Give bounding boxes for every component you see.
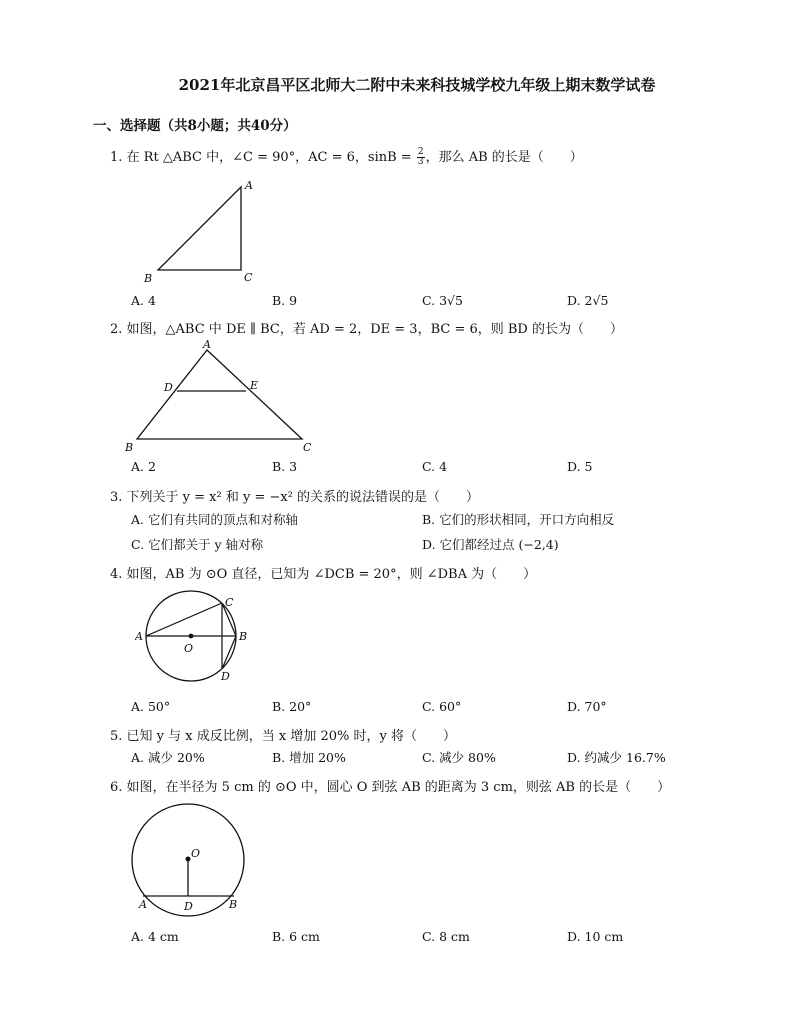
fraction-numerator: 2 — [417, 147, 424, 157]
option-b: B. 3 — [272, 459, 298, 474]
point-label-o: O — [191, 847, 201, 860]
fraction — [417, 148, 425, 167]
point-label-b: B — [239, 630, 248, 643]
option-a: A. 4 cm — [131, 929, 179, 944]
vertex-label-b: B — [144, 272, 153, 285]
question-text: 下列关于 y = x² 和 y = −x² 的关系的说法错误的是（ ） — [126, 490, 480, 505]
circle-chord-figure — [125, 800, 260, 920]
option-a: A. 4 — [131, 293, 156, 308]
center-point — [186, 857, 191, 862]
point-label-c: C — [225, 596, 234, 609]
option-b: B. 20° — [272, 699, 312, 714]
point-label-b: B — [229, 898, 238, 911]
triangle-symbol: △ — [162, 150, 173, 165]
question-5 — [110, 725, 456, 744]
question-text-part: 在 Rt — [126, 150, 159, 165]
question-6 — [110, 776, 670, 795]
question-1 — [110, 146, 583, 167]
question-number: 6. — [110, 780, 123, 795]
option-d: D. 2√5 — [567, 293, 609, 308]
vertex-label-e: E — [250, 379, 259, 392]
center-point — [189, 634, 194, 639]
option-d: D. 约减少 16.7% — [567, 750, 666, 765]
vertex-label-c: C — [303, 441, 312, 454]
question-text-part: ，那么 AB 的长是（ ） — [425, 150, 583, 165]
question-3 — [110, 486, 479, 505]
option-a: A. 减少 20% — [131, 750, 205, 765]
vertex-label-a: A — [203, 338, 211, 351]
option-a: A. 它们有共同的顶点和对称轴 — [131, 512, 298, 527]
section-heading: 一、选择题（共8小题；共40分） — [93, 118, 297, 134]
option-d: D. 它们都经过点 (−2,4) — [422, 537, 559, 552]
fraction-denominator: 3 — [417, 157, 424, 167]
option-d: D. 70° — [567, 699, 607, 714]
option-a: A. 2 — [131, 459, 156, 474]
question-text: 如图，在半径为 5 cm 的 ⊙O 中，圆心 O 到弦 AB 的距离为 3 cm，则弦 AB 的长是（ ） — [126, 780, 671, 795]
point-label-d: D — [221, 670, 230, 683]
option-b: B. 6 cm — [272, 929, 320, 944]
option-b: B. 它们的形状相同，开口方向相反 — [422, 512, 615, 527]
question-text: 如图，AB 为 ⊙O 直径，已知为 ∠DCB = 20°，则 ∠DBA 为（ ） — [126, 567, 537, 582]
option-d: D. 10 cm — [567, 929, 624, 944]
page-title: 2021年北京昌平区北师大二附中未来科技城学校九年级上期末数学试卷 — [178, 76, 656, 94]
right-triangle-figure — [135, 175, 265, 290]
vertex-label-c: C — [244, 271, 253, 284]
vertex-label-b: B — [125, 441, 134, 454]
chord-bd — [222, 636, 236, 669]
point-label-o: O — [184, 642, 194, 655]
option-c: C. 60° — [422, 699, 462, 714]
question-number: 3. — [110, 490, 123, 505]
question-number: 1. — [110, 150, 123, 165]
question-text: 如图，△ABC 中 DE ∥ BC，若 AD = 2，DE = 3，BC = 6，则 BD 的长为（ ） — [126, 322, 623, 337]
question-2 — [110, 318, 623, 337]
option-c: C. 3√5 — [422, 293, 463, 308]
option-b: B. 9 — [272, 293, 298, 308]
question-4 — [110, 563, 536, 582]
question-number: 4. — [110, 567, 123, 582]
question-number: 2. — [110, 322, 123, 337]
option-c: C. 4 — [422, 459, 448, 474]
triangle-abc — [158, 187, 241, 270]
point-label-a: A — [139, 898, 147, 911]
vertex-label-d: D — [164, 381, 173, 394]
point-label-d: D — [184, 900, 193, 913]
circle-diameter-figure — [135, 590, 260, 690]
option-c: C. 8 cm — [422, 929, 470, 944]
vertex-label-a: A — [245, 179, 253, 192]
triangle-parallel-figure — [120, 337, 330, 457]
option-b: B. 增加 20% — [272, 750, 346, 765]
question-text: 已知 y 与 x 成反比例，当 x 增加 20% 时，y 将（ ） — [126, 729, 456, 744]
option-d: D. 5 — [567, 459, 593, 474]
question-text-part: ABC 中，∠C = 90°，AC = 6，sinB = — [172, 150, 416, 165]
option-c: C. 减少 80% — [422, 750, 496, 765]
question-number: 5. — [110, 729, 123, 744]
option-a: A. 50° — [131, 699, 171, 714]
triangle-abc — [137, 350, 302, 439]
point-label-a: A — [135, 630, 143, 643]
option-c: C. 它们都关于 y 轴对称 — [131, 537, 264, 552]
chord-ac — [146, 603, 222, 636]
